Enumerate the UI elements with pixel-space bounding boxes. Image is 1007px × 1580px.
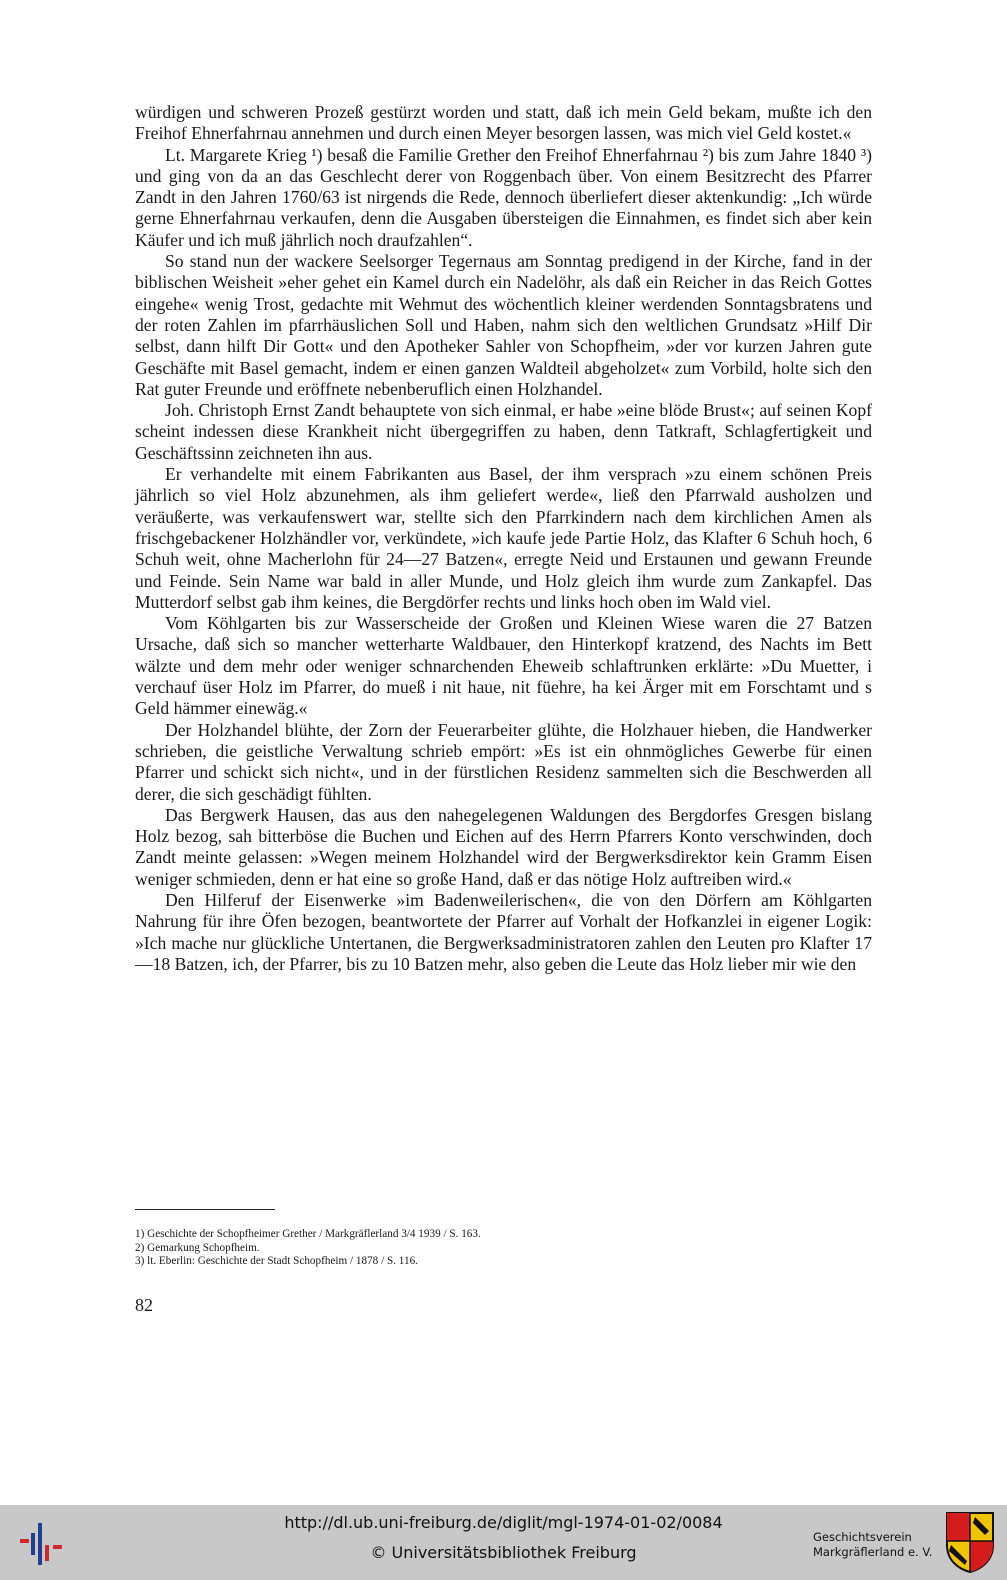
coat-of-arms-icon — [945, 1511, 995, 1573]
society-line-1: Geschichtsverein — [813, 1530, 912, 1544]
paragraph: Das Bergwerk Hausen, das aus den nahegelegenen Waldungen des Bergdorfes Gresgen bislang Holz bezog, sah bitterböse die Buchen und Eichen auf des Herrn Pfarrers Konto verschwinden, doch Zandt meinte gelassen: »Wegen meinem Holzhandel wird der Bergwerksdirektor kein Gramm Eisen weniger schmieden, denn er hat eine so große Hand, daß er das nötige Holz auftreiben wird.« — [135, 804, 872, 889]
paragraph: Vom Köhlgarten bis zur Wasserscheide der Großen und Kleinen Wiese waren die 27 Batzen Ursache, daß sich so mancher wetterharte Waldbauer, den Hinterkopf kratzend, des Nachts im Bett wälzte und dem mehr oder weniger schnarchenden Eheweib schlaftrunken erklärte: »Du Muetter, i verchauf üser Holz im Pfarrer, do mueß i nit haue, nit füehre, ha kei Ärger mit em Forschtamt und s Geld hämmer einewäg.« — [135, 613, 872, 719]
page-number: 82 — [135, 1295, 153, 1315]
paragraph: So stand nun der wackere Seelsorger Tegernaus am Sonntag predigend in der Kirche, fand in der biblischen Weisheit »eher gehet ein Kamel durch ein Nadelöhr, als daß ein Reicher in das Reich Gottes eingehe« wenig Trost, gedachte mit Wehmut des wöchentlich kleiner werdenden Sonntagsbratens und der roten Zahlen im pfarrhäuslichen Soll und Haben, nahm sich den weltlichen Grundsatz »Hilf Dir selbst, dann hilft Dir Gott« und den Apotheker Sahler von Schopfheim, »der vor kurzen Jahren gute Geschäfte mit Basel gemacht, indem er einen ganzen Waldteil abgeholzet« zum Vorbild, holte sich den Rat guter Freunde und eröffnete nebenberuflich einen Holzhandel. — [135, 251, 872, 399]
document-url-link[interactable]: http://dl.ub.uni-freiburg.de/diglit/mgl-1974-01-02/0084 — [284, 1513, 723, 1532]
body-text — [135, 102, 872, 975]
footnote: 1) Geschichte der Schopfheimer Grether / Markgräflerland 3/4 1939 / S. 163. — [135, 1228, 481, 1240]
paragraph: Der Holzhandel blühte, der Zorn der Feuerarbeiter glühte, die Holzhauer hieben, die Handwerker schrieben, die geistliche Verwaltung schrieb empört: »Es ist ein ohnmögliches Gewerbe für einen Pfarrer und schickt sich nicht«, und in der fürstlichen Residenz sammelten sich die Beschwerden all derer, die sich geschädigt fühlten. — [135, 719, 872, 804]
society-name — [813, 1530, 943, 1560]
paragraph: Den Hilferuf der Eisenwerke »im Badenweilerischen«, die von den Dörfern am Köhlgarten Nahrung für ihre Öfen bezogen, beantwortete der Pfarrer auf Vorhalt der Hofkanzlei in eigener Logik: »Ich mache nur glückliche Untertanen, die Bergwerksadministratoren zahlen den Leuten pro Klafter 17—18 Batzen, ich, der Pfarrer, bis zu 10 Batzen mehr, also geben die Leute das Holz lieber mir wie den — [135, 889, 872, 974]
footnote-divider — [135, 1209, 275, 1210]
footer-bar — [0, 1505, 1007, 1580]
paragraph: Lt. Margarete Krieg ¹) besaß die Familie Grether den Freihof Ehnerfahrnau ²) bis zum Jahre 1840 ³) und ging von da an das Geschlecht derer von Roggenbach über. Von einem Besitzrecht des Pfarrer Zandt in den Jahren 1760/63 ist nirgends die Rede, dennoch überliefert dieser aktenkundig: „Ich würde gerne Ehnerfahrnau verkaufen, denn die Ausgaben übersteigen die Einnahmen, es findet sich aber kein Käufer und ich muß jährlich noch draufzahlen“. — [135, 144, 872, 250]
paragraph: Er verhandelte mit einem Fabrikanten aus Basel, der ihm versprach »zu einem schönen Preis jährlich so viel Holz abzunehmen, als ihm geliefert werde«, ließ den Pfarrwald ausholzen und veräußerte, was verkaufenswert war, stellte sich den Pfarrkindern nach dem kirchlichen Amen als frischgebackener Holzhändler vor, verkündete, »ich kaufe jede Partie Holz, das Klafter 6 Schuh hoch, 6 Schuh weit, ohne Macherlohn für 24—27 Batzen«, erregte Neid und Erstaunen und gewann Freunde und Feinde. Sein Name war bald in aller Munde, und Holz gleich ihm wurde zum Zankapfel. Das Mutterdorf selbst gab ihm keines, die Bergdörfer rechts und links hoch oben im Wald viel. — [135, 464, 872, 612]
copyright-text: © Universitätsbibliothek Freiburg — [370, 1543, 637, 1562]
paragraph: Joh. Christoph Ernst Zandt behauptete von sich einmal, er habe »eine blöde Brust«; auf seinen Kopf scheint indessen diese Krankheit nicht übergegriffen zu haben, denn Tatkraft, Schlagfertigkeit und Geschäftssinn zeichneten ihn aus. — [135, 400, 872, 463]
paragraph: würdigen und schweren Prozeß gestürzt worden und statt, daß ich mein Geld bekam, mußte ich den Freihof Ehnerfahrnau annehmen und durch einen Meyer besorgen lassen, was mich viel Geld kostet.« — [135, 102, 872, 144]
footnotes — [135, 1228, 872, 1269]
footnote: 2) Gemarkung Schopfheim. — [135, 1241, 260, 1254]
society-line-2: Markgräflerland e. V. — [813, 1545, 933, 1559]
footnote: 3) lt. Eberlin: Geschichte der Stadt Schopfheim / 1878 / S. 116. — [135, 1255, 418, 1267]
